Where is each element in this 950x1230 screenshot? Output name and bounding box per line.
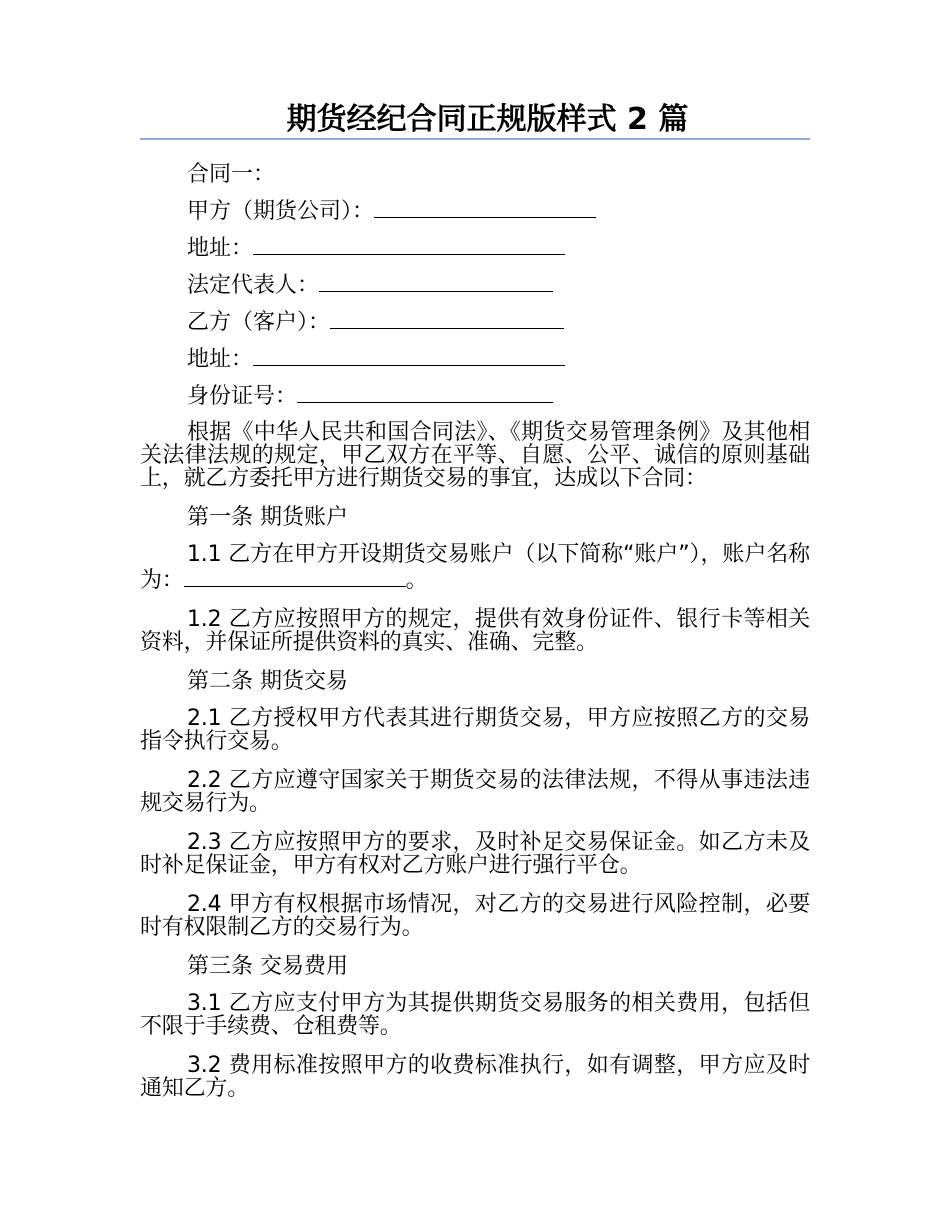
party-a-address-label: 地址： (187, 236, 254, 261)
id-number-line (140, 378, 810, 415)
party-a-address-line (140, 230, 810, 267)
id-number-label: 身份证号： (187, 384, 298, 409)
party-a-line (140, 193, 810, 230)
preamble-paragraph: 根据《中华人民共和国合同法》、《期货交易管理条例》及其他相关法律法规的规定，甲乙双方在平等、自愿、公平、诚信的原则基础上，就乙方委托甲方进行期货交易的事宜，达成以下合同： (140, 420, 810, 491)
party-b-address-blank[interactable] (253, 345, 565, 366)
title-underline (140, 138, 810, 140)
article2-1-paragraph: 2.1 乙方授权甲方代表其进行期货交易，甲方应按照乙方的交易指令执行交易。 (140, 706, 810, 754)
article1-1-paragraph (140, 536, 810, 601)
party-b-address-line (140, 341, 810, 378)
id-number-blank[interactable] (297, 382, 553, 403)
article3-2-paragraph: 3.2 费用标准按照甲方的收费标准执行，如有调整，甲方应及时通知乙方。 (140, 1053, 810, 1101)
account-name-blank[interactable] (184, 566, 406, 587)
party-a-blank[interactable] (374, 197, 596, 218)
article2-heading: 第二条 期货交易 (187, 669, 348, 694)
article1-1-text: 1.1 乙方在甲方开设期货交易账户（以下简称“账户”），账户名称为： (140, 542, 810, 593)
document-title: 期货经纪合同正规版样式 2 篇 (286, 102, 689, 137)
party-b-address-label: 地址： (187, 347, 254, 372)
article1-1-end: 。 (405, 568, 428, 593)
article1-heading: 第一条 期货账户 (187, 505, 348, 530)
party-a-address-blank[interactable] (253, 234, 565, 255)
party-b-blank[interactable] (330, 308, 564, 329)
legal-rep-label: 法定代表人： (187, 273, 320, 298)
legal-rep-blank[interactable] (319, 271, 553, 292)
party-b-line (140, 304, 810, 341)
party-a-label: 甲方（期货公司）： (187, 199, 375, 224)
document-body (140, 156, 810, 1109)
party-b-label: 乙方（客户）： (187, 310, 331, 335)
legal-rep-line (140, 267, 810, 304)
article1-2-paragraph: 1.2 乙方应按照甲方的规定，提供有效身份证件、银行卡等相关资料，并保证所提供资料的真实、准确、完整。 (140, 607, 810, 655)
article2-2-paragraph: 2.2 乙方应遵守国家关于期货交易的法律法规，不得从事违法违规交易行为。 (140, 768, 810, 816)
article3-heading: 第三条 交易费用 (187, 954, 348, 979)
article3-1-paragraph: 3.1 乙方应支付甲方为其提供期货交易服务的相关费用，包括但不限于手续费、仓租费等。 (140, 991, 810, 1039)
contract-label: 合同一： (187, 162, 276, 187)
article2-4-paragraph: 2.4 甲方有权根据市场情况，对乙方的交易进行风险控制，必要时有权限制乙方的交易行为。 (140, 892, 810, 940)
article2-3-paragraph: 2.3 乙方应按照甲方的要求，及时补足交易保证金。如乙方未及时补足保证金，甲方有权对乙方账户进行强行平仓。 (140, 830, 810, 878)
